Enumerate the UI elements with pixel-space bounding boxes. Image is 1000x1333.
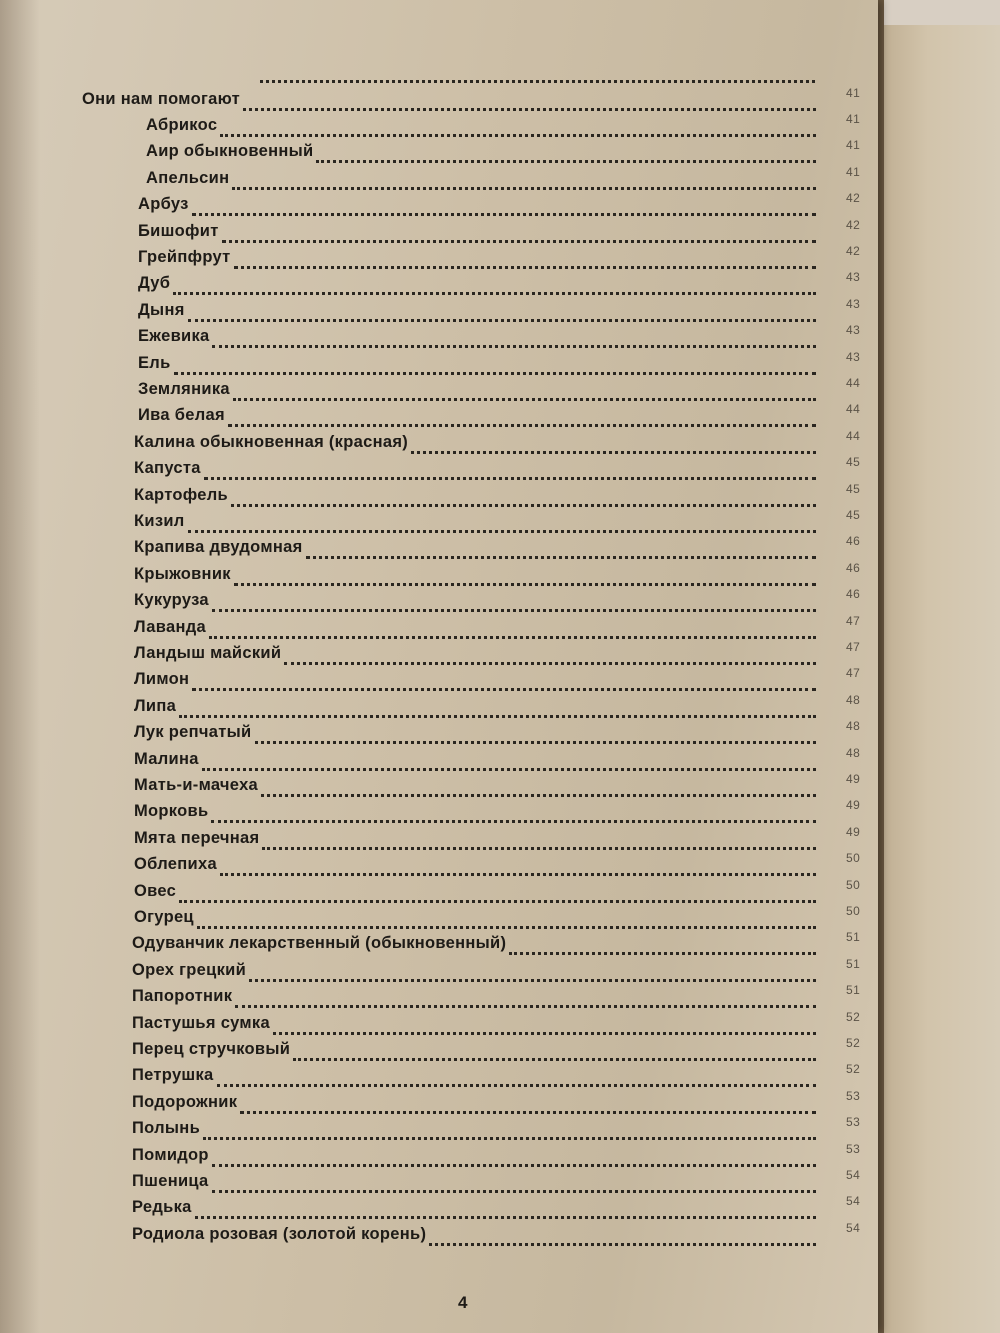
dot-leader xyxy=(429,1231,816,1246)
toc-entry-title: Крыжовник xyxy=(134,564,231,583)
toc-entry-page: 43 xyxy=(846,270,861,285)
toc-entry-title: Кизил xyxy=(134,512,185,530)
dot-leader xyxy=(212,1152,816,1167)
dot-leader xyxy=(262,835,816,850)
toc-entry-page: 53 xyxy=(846,1141,861,1156)
toc-entry xyxy=(0,983,878,1013)
dot-leader xyxy=(179,703,816,718)
toc-entry-page: 51 xyxy=(846,983,861,998)
dot-leader xyxy=(228,412,816,427)
toc-entry-page: 54 xyxy=(846,1220,861,1235)
toc-entry-page: 47 xyxy=(846,640,861,654)
toc-entry-title: Петрушка xyxy=(132,1066,214,1085)
toc-entry-title: Овес xyxy=(134,881,177,900)
dot-leader xyxy=(197,914,816,929)
toc-entry xyxy=(0,112,878,142)
toc-entry-title: Лаванда xyxy=(134,617,206,636)
toc-entry xyxy=(0,402,878,432)
toc-entry-page: 44 xyxy=(846,428,861,443)
toc-entry xyxy=(0,798,878,828)
toc-entry xyxy=(0,851,878,881)
toc-entry xyxy=(0,692,878,723)
dot-leader xyxy=(204,465,816,480)
dot-leader xyxy=(212,333,816,348)
toc-entry-page: 45 xyxy=(846,481,861,496)
toc-entry-title: Помидор xyxy=(132,1145,209,1164)
toc-entry-title: Мята перечная xyxy=(134,828,260,847)
toc-heading-page: 41 xyxy=(846,86,861,100)
toc-entry xyxy=(0,904,878,934)
dot-leader xyxy=(509,940,816,955)
toc-entry xyxy=(0,877,878,908)
dot-leader xyxy=(284,650,816,665)
toc-entry xyxy=(0,270,878,300)
toc-entry xyxy=(0,560,878,591)
toc-entry-title: Ежевика xyxy=(138,327,210,346)
dot-leader xyxy=(411,439,816,454)
toc-entry-title: Грейпфрут xyxy=(138,248,231,266)
toc-entry xyxy=(0,534,878,564)
toc-entry xyxy=(0,587,878,617)
toc-entry-page: 45 xyxy=(846,455,861,470)
dot-leader xyxy=(232,175,816,190)
toc-entry-page: 52 xyxy=(846,1009,861,1024)
dot-leader xyxy=(255,729,816,744)
dot-leader xyxy=(220,861,816,876)
toc-entry-page: 43 xyxy=(846,323,861,338)
toc-entry-title: Дуб xyxy=(138,274,171,293)
toc-entry xyxy=(0,1088,878,1119)
dot-leader xyxy=(249,967,816,982)
dot-leader xyxy=(195,1204,816,1219)
dot-leader xyxy=(188,307,816,322)
dot-leader xyxy=(316,148,816,163)
top-dot-leader xyxy=(260,68,815,83)
dot-leader xyxy=(209,624,816,639)
toc-entry xyxy=(0,244,878,274)
dot-leader xyxy=(261,782,816,797)
toc-entry-title: Лук репчатый xyxy=(134,723,252,742)
toc-entry xyxy=(0,323,878,353)
toc-entry xyxy=(0,508,878,538)
toc-entry xyxy=(0,1009,878,1040)
toc-entry-page: 49 xyxy=(846,824,861,839)
toc-entry-title: Ель xyxy=(138,353,171,372)
toc-entry-page: 41 xyxy=(846,112,861,126)
toc-entry xyxy=(0,138,878,168)
toc-entry-page: 51 xyxy=(846,930,861,945)
toc-entry-page: 42 xyxy=(846,217,861,232)
toc-entry-title: Огурец xyxy=(134,908,194,926)
toc-entry-title: Дыня xyxy=(138,300,185,319)
toc-entry-title: Пастушья сумка xyxy=(132,1013,270,1032)
toc-entry-page: 41 xyxy=(846,164,861,179)
toc-entry-page: 49 xyxy=(846,772,861,786)
toc-entry-page: 42 xyxy=(846,191,861,206)
toc-entry xyxy=(0,1194,878,1224)
toc-entry-title: Родиола розовая (золотой корень) xyxy=(132,1224,427,1243)
toc-entry xyxy=(0,376,878,406)
toc-entry-title: Перец стручковый xyxy=(132,1040,291,1058)
dot-leader xyxy=(179,888,816,903)
toc-entry-page: 50 xyxy=(846,904,861,918)
toc-entry-title: Земляника xyxy=(138,380,230,398)
toc-entry-title: Лимон xyxy=(134,670,190,689)
toc-entry-title: Папоротник xyxy=(132,987,233,1006)
toc-entry-title: Подорожник xyxy=(132,1092,238,1111)
toc-entry xyxy=(0,191,878,221)
dot-leader xyxy=(188,518,816,533)
dot-leader xyxy=(273,1020,816,1035)
toc-entry xyxy=(0,428,878,459)
toc-entry-title: Кукуруза xyxy=(134,591,209,610)
toc-entry-title: Полынь xyxy=(132,1119,201,1138)
dot-leader xyxy=(231,492,816,507)
toc-entry xyxy=(0,930,878,960)
toc-entry xyxy=(0,745,878,776)
dot-leader xyxy=(234,571,816,586)
toc-entry-page: 44 xyxy=(846,402,861,417)
toc-entry xyxy=(0,640,878,670)
toc-entry xyxy=(0,1062,878,1092)
dot-leader xyxy=(243,96,816,111)
toc-entry-page: 48 xyxy=(846,692,861,707)
toc-entry-page: 43 xyxy=(846,296,861,311)
toc-entry-title: Арбуз xyxy=(138,195,189,214)
toc-entry-title: Облепиха xyxy=(134,855,217,874)
toc-entry-page: 54 xyxy=(846,1194,861,1209)
dot-leader xyxy=(174,360,816,375)
dot-leader xyxy=(220,122,816,137)
dot-leader xyxy=(192,201,816,216)
adjacent-page xyxy=(880,25,1000,1333)
toc-entry xyxy=(0,481,878,512)
toc-entry-title: Редька xyxy=(132,1198,192,1217)
toc-entry xyxy=(0,1115,878,1145)
book-edge xyxy=(878,0,884,1333)
toc-entry xyxy=(0,956,878,987)
toc-heading-title: Они нам помогают xyxy=(82,90,240,108)
toc-entry xyxy=(0,296,878,327)
toc-entry-page: 44 xyxy=(846,376,861,390)
toc-entry-page: 48 xyxy=(846,745,861,760)
toc-entry-title: Крапива двудомная xyxy=(134,538,303,557)
toc-entry xyxy=(0,455,878,485)
toc-entry-page: 50 xyxy=(846,877,861,892)
toc-entry-title: Аир обыкновенный xyxy=(146,142,314,161)
dot-leader xyxy=(293,1046,816,1061)
toc-entry xyxy=(0,217,878,248)
toc-heading-row xyxy=(0,86,878,116)
dot-leader xyxy=(240,1099,816,1114)
toc-entry-title: Капуста xyxy=(134,459,201,478)
toc-entry xyxy=(0,1220,878,1251)
dot-leader xyxy=(217,1072,816,1087)
toc-entry-page: 46 xyxy=(846,587,861,602)
toc-entry-title: Апельсин xyxy=(146,168,230,187)
dot-leader xyxy=(222,228,816,243)
toc-entry-page: 50 xyxy=(846,851,861,866)
toc-entry xyxy=(0,1141,878,1172)
dot-leader xyxy=(202,756,816,771)
toc-entry xyxy=(0,1168,878,1198)
dot-leader xyxy=(192,676,816,691)
toc-entry-title: Мать-и-мачеха xyxy=(134,776,259,794)
toc-entry-page: 47 xyxy=(846,666,861,681)
toc-entry-title: Абрикос xyxy=(146,116,218,134)
dot-leader xyxy=(234,254,816,269)
toc-entry xyxy=(0,772,878,802)
toc-entry xyxy=(0,666,878,696)
dot-leader xyxy=(212,597,816,612)
toc-entry-title: Ива белая xyxy=(138,406,225,425)
dot-leader xyxy=(212,1178,816,1193)
toc-entry-page: 52 xyxy=(846,1062,861,1077)
toc-entry-page: 51 xyxy=(846,956,861,971)
toc-entry-page: 54 xyxy=(846,1168,861,1182)
toc-entry-page: 48 xyxy=(846,719,861,734)
toc-entry-title: Картофель xyxy=(134,485,228,504)
dot-leader xyxy=(173,280,816,295)
toc-entry xyxy=(0,719,878,749)
toc-entry-page: 41 xyxy=(846,138,861,153)
toc-entry xyxy=(0,1036,878,1066)
toc-entry-page: 53 xyxy=(846,1088,861,1103)
dot-leader xyxy=(203,1125,816,1140)
toc-entry xyxy=(0,349,878,380)
toc-entry-title: Ландыш майский xyxy=(134,644,282,662)
toc-entry-page: 49 xyxy=(846,798,861,813)
toc-entry-title: Бишофит xyxy=(138,221,219,240)
toc-entry-page: 53 xyxy=(846,1115,861,1130)
toc-entry-title: Малина xyxy=(134,749,199,768)
dot-leader xyxy=(235,993,816,1008)
toc-entry-title: Калина обыкновенная (красная) xyxy=(134,432,409,451)
toc-entry-page: 42 xyxy=(846,244,861,258)
toc-entry-title: Пшеница xyxy=(132,1172,209,1190)
toc-entry xyxy=(0,824,878,855)
dot-leader xyxy=(233,386,816,401)
toc-entry-page: 46 xyxy=(846,534,861,549)
toc-entry-title: Морковь xyxy=(134,802,209,821)
page-number: 4 xyxy=(458,1293,468,1312)
toc-entry-title: Липа xyxy=(134,696,177,715)
dot-leader xyxy=(211,808,816,823)
toc-entry-page: 45 xyxy=(846,508,861,522)
toc-entry xyxy=(0,164,878,195)
toc-entry xyxy=(0,613,878,644)
toc-entry-page: 46 xyxy=(846,560,861,575)
toc-entry-page: 52 xyxy=(846,1036,861,1050)
toc-entry-title: Одуванчик лекарственный (обыкновенный) xyxy=(132,934,507,953)
toc-entry-title: Орех грецкий xyxy=(132,960,247,979)
toc-entry-page: 47 xyxy=(846,613,861,628)
dot-leader xyxy=(306,544,816,559)
toc-entry-page: 43 xyxy=(846,349,861,364)
